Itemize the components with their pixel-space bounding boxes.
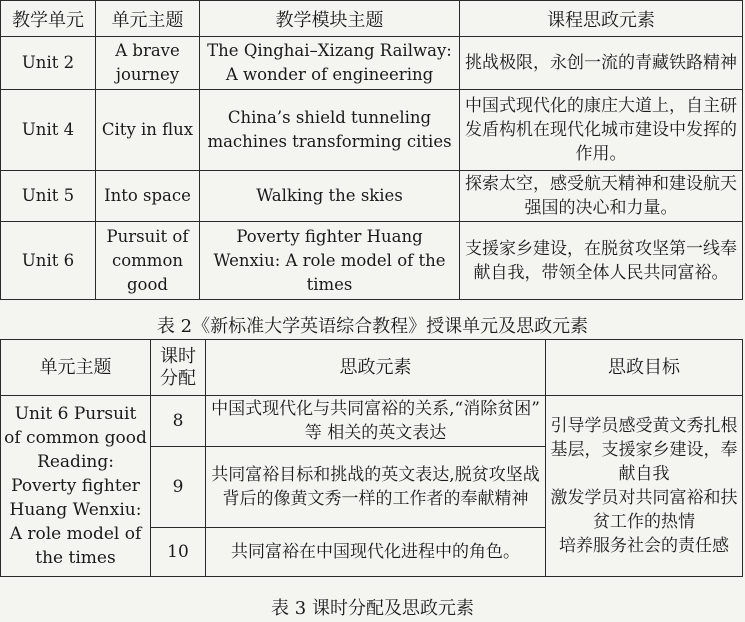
header-ideological-element: 思政元素 bbox=[206, 340, 546, 396]
unit-cell: Unit 5 bbox=[1, 171, 96, 222]
header-ideological-element: 课程思政元素 bbox=[460, 1, 743, 37]
element-cell: 中国式现代化与共同富裕的关系,“消除贫困” 等 相关的英文表达 bbox=[206, 396, 546, 447]
table-2-caption: 表 2《新标准大学英语综合教程》授课单元及思政元素 bbox=[156, 316, 589, 337]
table-row bbox=[1, 171, 743, 222]
header-teaching-unit: 教学单元 bbox=[1, 1, 96, 37]
element-cell: 中国式现代化的康庄大道上，自主研发盾构机在现代化城市建设中发挥的作用。 bbox=[460, 90, 743, 171]
theme-cell: Into space bbox=[96, 171, 200, 222]
unit-theme-cell: Unit 6 Pursuit of common good Reading: Poverty fighter Huang Wenxiu: A role model of the times bbox=[1, 396, 151, 577]
module-cell: Poverty fighter Huang Wenxiu: A role model of the times bbox=[200, 222, 460, 300]
table-header-row bbox=[1, 1, 743, 37]
unit-cell: Unit 2 bbox=[1, 37, 96, 90]
unit-cell: Unit 4 bbox=[1, 90, 96, 171]
theme-cell: City in flux bbox=[96, 90, 200, 171]
hours-cell: 8 bbox=[151, 396, 206, 447]
header-class-hours: 课时分配 bbox=[151, 340, 206, 396]
table-row bbox=[1, 37, 743, 90]
goal-cell: 引导学员感受黄文秀扎根基层，支援家乡建设，奉献自我 激发学员对共同富裕和扶贫工作的热情 培养服务社会的责任感 bbox=[546, 396, 743, 577]
theme-cell: A brave journey bbox=[96, 37, 200, 90]
class-hours-table bbox=[0, 339, 743, 577]
header-unit-theme: 单元主题 bbox=[96, 1, 200, 37]
module-cell: Walking the skies bbox=[200, 171, 460, 222]
table-row bbox=[1, 90, 743, 171]
unit-cell: Unit 6 bbox=[1, 222, 96, 300]
table-3-caption: 表 3 课时分配及思政元素 bbox=[271, 598, 474, 619]
module-cell: China’s shield tunneling machines transforming cities bbox=[200, 90, 460, 171]
teaching-units-table bbox=[0, 0, 743, 300]
element-cell: 挑战极限，永创一流的青藏铁路精神 bbox=[460, 37, 743, 90]
hours-cell: 10 bbox=[151, 528, 206, 577]
hours-cell: 9 bbox=[151, 447, 206, 528]
element-cell: 共同富裕在中国现代化进程中的角色。 bbox=[206, 528, 546, 577]
module-cell: The Qinghai–Xizang Railway: A wonder of engineering bbox=[200, 37, 460, 90]
theme-cell: Pursuit of common good bbox=[96, 222, 200, 300]
element-cell: 探索太空，感受航天精神和建设航天强国的决心和力量。 bbox=[460, 171, 743, 222]
table-row bbox=[1, 396, 743, 447]
header-unit-theme: 单元主题 bbox=[1, 340, 151, 396]
header-module-theme: 教学模块主题 bbox=[200, 1, 460, 37]
element-cell: 支援家乡建设，在脱贫攻坚第一线奉献自我，带领全体人民共同富裕。 bbox=[460, 222, 743, 300]
element-cell: 共同富裕目标和挑战的英文表达,脱贫攻坚战背后的像黄文秀一样的工作者的奉献精神 bbox=[206, 447, 546, 528]
table-row bbox=[1, 222, 743, 300]
header-ideological-goal: 思政目标 bbox=[546, 340, 743, 396]
table-header-row bbox=[1, 340, 743, 396]
